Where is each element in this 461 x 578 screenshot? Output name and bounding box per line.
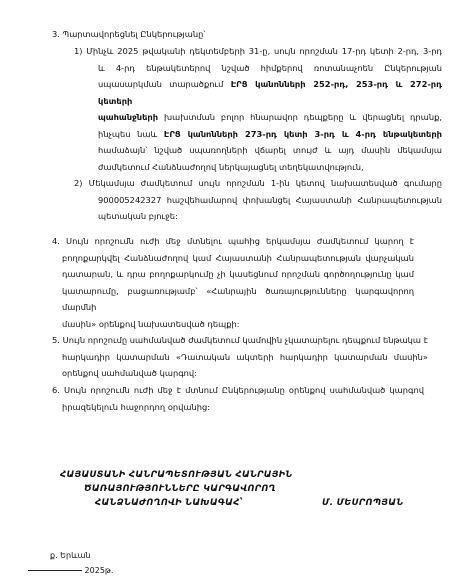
- item-6: [52, 382, 424, 399]
- item4-line-5: մասին» օրենքով նախատեսված դեպքի:: [62, 318, 240, 329]
- item-4: [52, 233, 414, 250]
- sub1-line-3: [98, 76, 442, 109]
- item-3-sub-2-body: [98, 192, 442, 225]
- item4-line-2: բողոքարկվել Հանձնաժողով կամ Հայաստանի Հանրապետության վարչական: [62, 252, 414, 263]
- sub1-line-5: [98, 126, 442, 143]
- sub1-line-5-b: ԷՐՑ կանոնների 273-րդ կետի 3-րդ և 4-րդ ենթակետերի: [163, 128, 442, 139]
- item5-line-1: 5. Սույն որոշումը սահմանված ժամկետում կամովին չկատարելու դեպքում ենթակա է: [52, 335, 428, 345]
- sub2-line-3: պետական բյուջե:: [98, 211, 178, 221]
- sub1-line-4-b: խախտման բոլոր հնարավոր դեպքերը և վերացնել դրանք,: [158, 112, 442, 122]
- item-3-sub-2: [74, 175, 442, 192]
- sub1-line-6: համաձայն՝ նշված սպառողների վճարել տույժ և այդ մասին մեկամսյա: [98, 145, 442, 155]
- signature-title-line-2: ԾԱՌԱՅՈՒԹՅՈՒՆՆԵՐԸ ԿԱՐԳԱՎՈՐՈՂ: [84, 484, 276, 494]
- date-line: [28, 566, 113, 575]
- item-3-intro-text: 3. Պարտավորեցնել Ընկերությանը՝: [52, 29, 206, 39]
- sub1-line-7: ժամկետում Հանձնաժողով ներկայացնել տեղեկատվություն,: [98, 161, 364, 172]
- sub1-line-3-a: սպասարկման տարածքում: [98, 79, 231, 89]
- sub1-line-4-a: պահանջների: [98, 112, 159, 122]
- item-3-sub-1-body: [98, 60, 442, 176]
- item-3-sub-1: [74, 43, 442, 60]
- item-5: [52, 332, 428, 349]
- signatory-name: Մ. ՄԵՍՐՈՊՅԱՆ: [322, 498, 404, 508]
- item-5-body: [62, 349, 428, 382]
- city-label: ք. Երևան: [50, 551, 91, 560]
- item4-line-4: կատարումը, բացառությամբ՝ «Հանրային ծառայությունները կարգավորող մարմնի: [62, 285, 414, 312]
- item6-line-2: իրազեկելուն հաջորդող օրվանից:: [62, 401, 211, 412]
- sub1-line-2: և 4-րդ ենթակետերով նշված հիմքերով ռոտանաչոեն Ընկերության: [98, 62, 442, 73]
- sub1-line-1: 1) Մինչև 2025 թվականի դեկտեմբերի 31-ը, սույն որոշման 17-րդ կետի 2-րդ, 3-րդ: [74, 46, 442, 56]
- date-blank: [28, 570, 82, 571]
- signature-title-line-3: ՀԱՆՁՆԱԺՈՂՈՎԻ ՆԱԽԱԳԱՀ՝: [95, 498, 244, 508]
- sub2-line-1: 2) Մեկամսյա ժամկետում սույն որոշման 1-ին կետով նախատեսված գումարը: [74, 178, 442, 188]
- item5-line-2: հարկադիր կատարման «Դատական ակտերի հարկադիր կատարման մասին»: [62, 351, 428, 362]
- item-4-body: [62, 250, 414, 333]
- item-3-intro: [52, 26, 412, 43]
- item4-line-1: 4. Սույն որոշումն ուժի մեջ մտնելու պահից երկամսյա ժամկետում կարող է: [52, 236, 414, 246]
- item5-line-3: օրենքով սահմանված կարգով:: [62, 368, 197, 378]
- date-year: 2025թ.: [84, 566, 114, 575]
- sub1-line-3-b: ԷՐՑ կանոնների 252-րդ, 253-րդ և 272-րդ կետերի: [98, 79, 442, 106]
- item4-line-3: դատարան, և դրա բողոքարկումը չի կասեցնում որոշման գործողությունը կամ: [62, 269, 414, 279]
- sub1-line-5-a: ինչպես նաև: [98, 128, 164, 139]
- item6-line-1: 6. Սույն որոշումն ուժի մեջ է մտնում Ընկերությանը օրենքով սահմանված կարգով: [52, 385, 424, 395]
- signature-title-line-1: ՀԱՅԱՍՏԱՆԻ ՀԱՆՐԱՊԵՏՈՒԹՅԱՆ ՀԱՆՐԱՅԻՆ: [60, 470, 293, 480]
- sub2-line-2: 900005242327 հաշվեհամարով փոխանցել Հայաստանի Հանրապետության: [98, 194, 442, 205]
- item-6-body: [62, 399, 424, 416]
- sub1-line-4: [98, 109, 442, 126]
